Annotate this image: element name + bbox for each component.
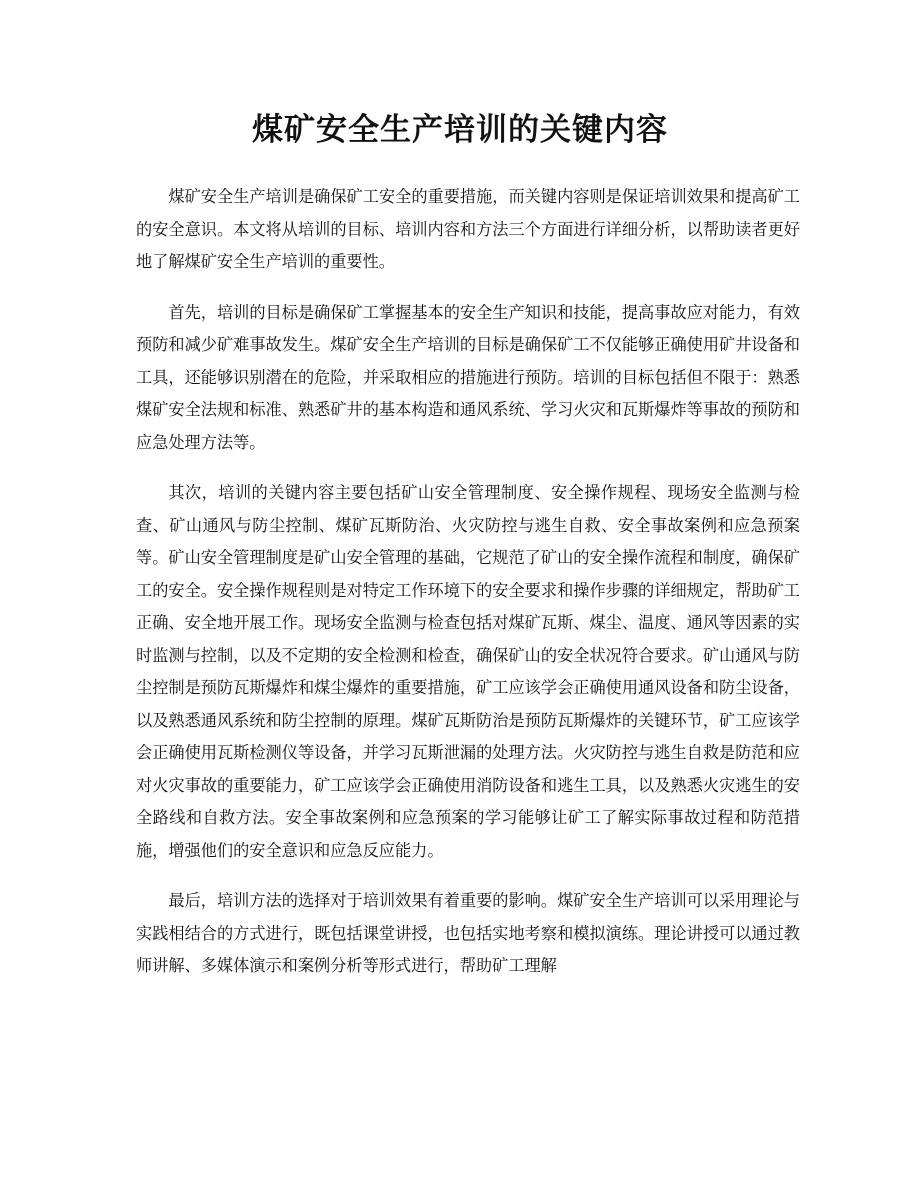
- document-body: [136, 181, 800, 1001]
- paragraph-key-content: 其次，培训的关键内容主要包括矿山安全管理制度、安全操作规程、现场安全监测与检查、矿山通风与防尘控制、煤矿瓦斯防治、火灾防控与逃生自救、安全事故案例和应急预案等。矿山安全管理制度是矿山安全管理的基础，它规范了矿山的安全操作流程和制度，确保矿工的安全。安全操作规程则是对特定工作环境下的安全要求和操作步骤的详细规定，帮助矿工正确、安全地开展工作。现场安全监测与检查包括对煤矿瓦斯、煤尘、温度、通风等因素的实时监测与控制，以及不定期的安全检测和检查，确保矿山的安全状况符合要求。矿山通风与防尘控制是预防瓦斯爆炸和煤尘爆炸的重要措施，矿工应该学会正确使用通风设备和防尘设备，以及熟悉通风系统和防尘控制的原理。煤矿瓦斯防治是预防瓦斯爆炸的关键环节，矿工应该学会正确使用瓦斯检测仪等设备，并学习瓦斯泄漏的处理方法。火灾防控与逃生自救是防范和应对火灾事故的重要能力，矿工应该学会正确使用消防设备和逃生工具，以及熟悉火灾逃生的安全路线和自救方法。安全事故案例和应急预案的学习能够让矿工了解实际事故过程和防范措施，增强他们的安全意识和应急反应能力。: [136, 483, 800, 860]
- paragraph-training-methods: 最后，培训方法的选择对于培训效果有着重要的影响。煤矿安全生产培训可以采用理论与实践相结合的方式进行，既包括课堂讲授，也包括实地考察和模拟演练。理论讲授可以通过教师讲解、多媒体演示和案例分析等形式进行，帮助矿工理解: [136, 891, 800, 975]
- document-title: 煤矿安全生产培训的关键内容: [252, 112, 668, 148]
- paragraph-intro: 煤矿安全生产培训是确保矿工安全的重要措施，而关键内容则是保证培训效果和提高矿工的安全意识。本文将从培训的目标、培训内容和方法三个方面进行详细分析，以帮助读者更好地了解煤矿安全生产培训的重要性。: [136, 187, 800, 271]
- paragraph-training-goals: 首先，培训的目标是确保矿工掌握基本的安全生产知识和技能，提高事故应对能力，有效预防和减少矿难事故发生。煤矿安全生产培训的目标是确保矿工不仅能够正确使用矿井设备和工具，还能够识别潜在的危险，并采取相应的措施进行预防。培训的目标包括但不限于：熟悉煤矿安全法规和标准、熟悉矿井的基本构造和通风系统、学习火灾和瓦斯爆炸等事故的预防和应急处理方法等。: [136, 302, 800, 452]
